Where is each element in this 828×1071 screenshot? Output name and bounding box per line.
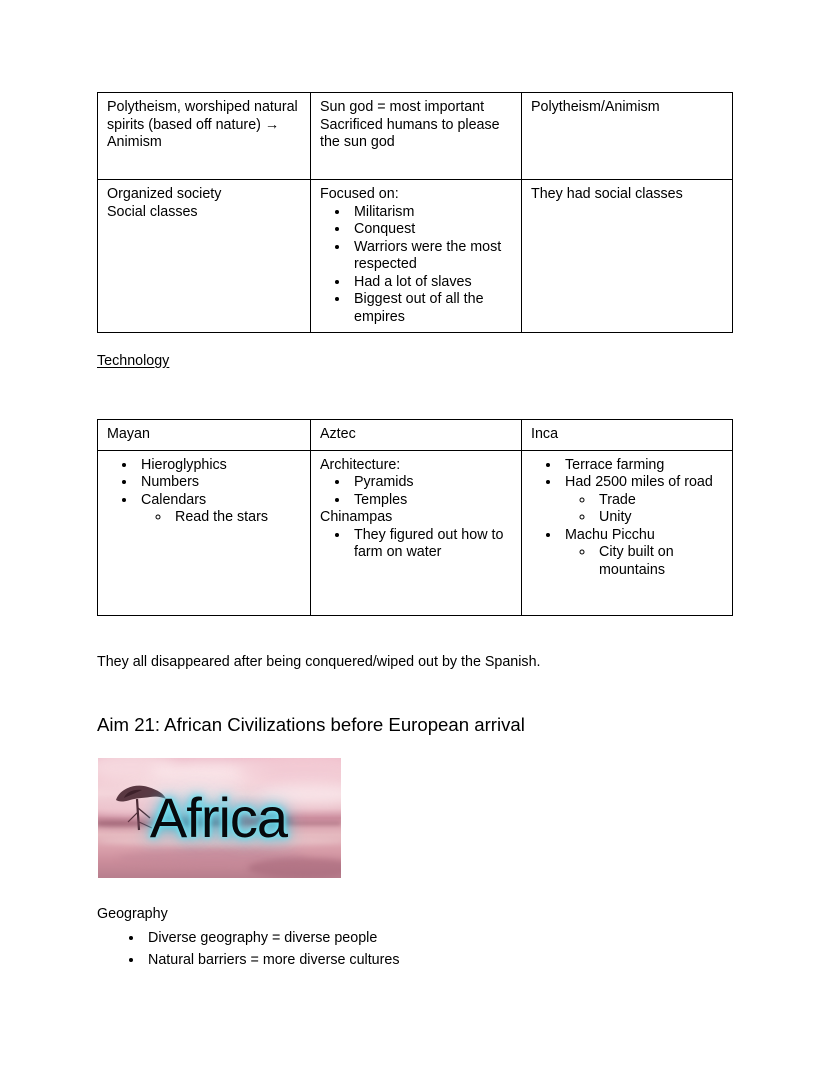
list-item: • They figured out how to farm on water: [350, 527, 513, 562]
sub-list-item: ◦ Read the stars: [171, 509, 302, 527]
table-row: [98, 450, 733, 615]
cloud-shape: [238, 758, 341, 788]
ground-shape: [248, 858, 341, 878]
cell-text: Chinampas: [320, 509, 393, 525]
africa-banner-image: [98, 758, 341, 878]
table-cell-tech-mayan: [98, 450, 311, 615]
list-item-label: Had 2500 miles of road: [565, 474, 713, 490]
list-item: • Natural barriers = more diverse cultures: [144, 950, 399, 972]
cell-text: Focused on:: [320, 186, 399, 202]
column-header-mayan: Mayan: [98, 420, 311, 451]
list-item: [561, 527, 724, 580]
list-item: • Temples: [350, 492, 513, 510]
sub-list-item: ◦ Trade: [595, 492, 724, 510]
sub-bullet-list: [565, 544, 724, 579]
bullet-list: [320, 527, 513, 562]
technology-table-wrapper: [97, 419, 733, 616]
sub-list-item: ◦ City built on mountains: [595, 544, 724, 579]
list-item: • Had a lot of slaves: [350, 274, 513, 292]
table-cell-society-inca: [522, 180, 733, 333]
cell-text: Sacrificed humans to please the sun god: [320, 116, 504, 150]
list-item: • Biggest out of all the empires: [350, 291, 513, 326]
list-item: • Conquest: [350, 221, 513, 239]
cell-text: Architecture:: [320, 456, 401, 473]
table-cell-religion-inca: [522, 93, 733, 180]
geography-bullet-list-wrapper: [97, 928, 399, 971]
sub-list-item: ◦ Unity: [595, 509, 724, 527]
religion-society-table: [97, 92, 733, 333]
list-item: • Pyramids: [350, 474, 513, 492]
list-item: • Numbers: [137, 474, 302, 492]
table-row: [98, 180, 733, 333]
cell-text: Polytheism/Animism: [531, 99, 660, 115]
technology-heading: Technology: [97, 353, 170, 369]
list-item: • Terrace farming: [561, 457, 724, 475]
aim-21-heading: Aim 21: African Civilizations before European arrival: [97, 714, 525, 735]
spanish-conquest-paragraph: They all disappeared after being conquered/wiped out by the Spanish.: [97, 654, 541, 670]
table-cell-religion-maya: [98, 93, 311, 180]
table-header-row: [98, 420, 733, 451]
column-header-aztec: Aztec: [311, 420, 522, 451]
list-item: [561, 474, 724, 527]
geography-heading: Geography: [97, 906, 168, 922]
table-row: [98, 93, 733, 180]
table-cell-religion-aztec: [311, 93, 522, 180]
cell-text: They had social classes: [531, 186, 683, 202]
table-cell-society-aztec: [311, 180, 522, 333]
list-item-label: Calendars: [141, 491, 207, 508]
bullet-list: [107, 457, 302, 527]
list-item: • Militarism: [350, 204, 513, 222]
bullet-list: [531, 457, 724, 580]
africa-image-caption: Africa: [149, 786, 288, 849]
technology-table: [97, 419, 733, 616]
bullet-list: [320, 474, 513, 509]
list-item: • Diverse geography = diverse people: [144, 928, 399, 950]
sub-bullet-list: [141, 509, 302, 527]
table-cell-tech-inca: [522, 450, 733, 615]
religion-society-table-wrapper: [97, 92, 733, 333]
geography-bullet-list: [97, 928, 399, 971]
cell-text: Polytheism, worshiped natural spirits (based off nature) → Animism: [107, 99, 302, 150]
sub-bullet-list: [565, 492, 724, 527]
table-cell-tech-aztec: [311, 450, 522, 615]
cell-text: Sun god = most important: [320, 99, 485, 115]
table-cell-society-maya: [98, 180, 311, 333]
bullet-list: [320, 204, 513, 327]
cell-text: Social classes: [107, 203, 198, 220]
list-item: [137, 492, 302, 527]
cell-text: Organized society: [107, 186, 222, 202]
list-item: • Hieroglyphics: [137, 457, 302, 475]
africa-landscape-artwork: [98, 758, 341, 878]
column-header-inca: Inca: [522, 420, 733, 451]
list-item: • Warriors were the most respected: [350, 239, 513, 274]
list-item-label: Machu Picchu: [565, 526, 655, 543]
